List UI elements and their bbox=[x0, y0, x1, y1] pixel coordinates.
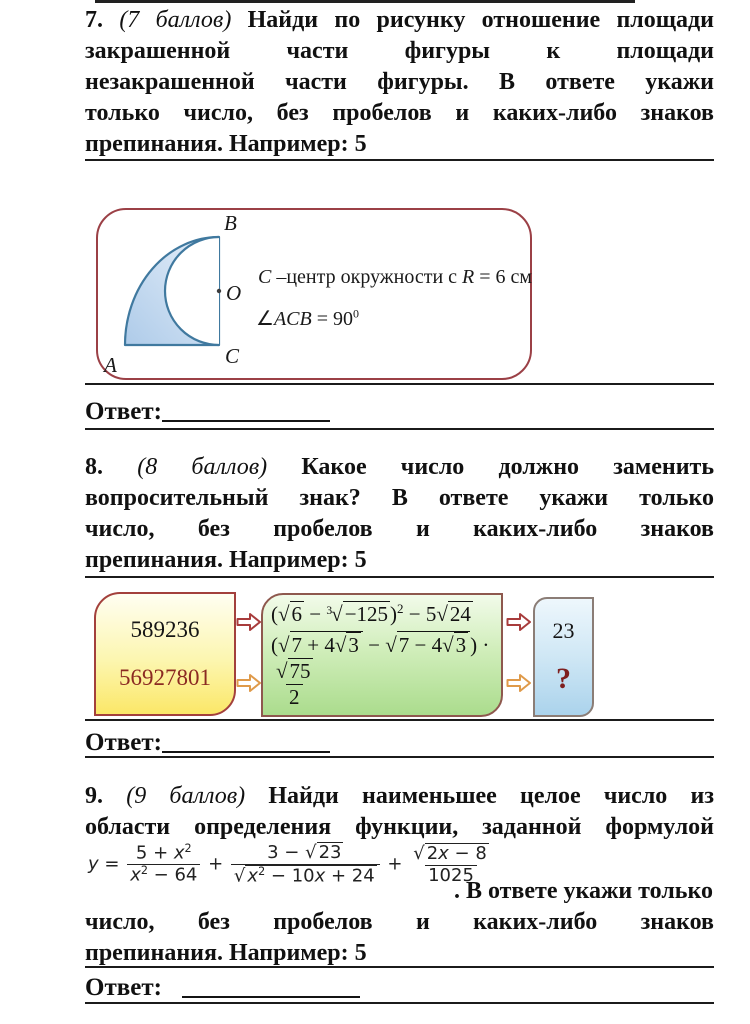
problem-8-statement bbox=[85, 452, 714, 576]
problem-7-answer-row bbox=[85, 396, 330, 426]
statement-line bbox=[85, 781, 714, 812]
problem-points: (7 баллов) bbox=[119, 7, 232, 33]
separator-line bbox=[85, 1002, 714, 1004]
input-number-1: 589236 bbox=[130, 616, 200, 642]
separator-line bbox=[85, 966, 714, 968]
statement-text: Найди наименьшее целое число из bbox=[268, 783, 714, 809]
statement-line: только число, без пробелов и каких-либо знаков bbox=[85, 100, 714, 126]
answer-label: Ответ: bbox=[85, 398, 162, 425]
statement-line: области определения функции, заданной формулой bbox=[85, 814, 714, 840]
input-number-2: 56927801 bbox=[119, 665, 211, 691]
caption-text: = 90 bbox=[311, 308, 353, 330]
problem-number: 9. bbox=[85, 783, 103, 809]
statement-line: число, без пробелов и каких-либо знаков bbox=[85, 909, 714, 935]
expression-1: $(√6 - ^3√-125)^2 - 5√24$ bbox=[271, 601, 471, 627]
point-label-O: O bbox=[226, 281, 242, 305]
results-box bbox=[533, 597, 594, 717]
statement-line: закрашенной части фигуры к площади bbox=[85, 38, 714, 64]
problem-points: (9 баллов) bbox=[126, 783, 246, 809]
statement-line bbox=[85, 452, 714, 483]
right-arrow-icon bbox=[506, 612, 532, 632]
input-numbers-box bbox=[94, 592, 236, 716]
caption-text: = 6 см bbox=[474, 266, 533, 288]
top-partial-separator bbox=[95, 0, 635, 3]
statement-text: Найди по рисунку отношение площади bbox=[247, 7, 715, 33]
point-label-B: B bbox=[224, 211, 237, 235]
expression-2: (√7 + 4√3 − √7 − 4√3 ) · $\frac{√75}{2}$ bbox=[271, 633, 490, 709]
answer-blank bbox=[182, 972, 360, 998]
separator-line bbox=[85, 428, 714, 430]
problem-number: 7. bbox=[85, 7, 103, 33]
separator-line bbox=[85, 159, 714, 161]
geometry-figure bbox=[95, 210, 255, 380]
problem-7-statement bbox=[85, 5, 714, 160]
caption-angle-letters: ACB bbox=[273, 308, 312, 330]
figure-caption-radius bbox=[258, 266, 532, 289]
answer-blank bbox=[162, 396, 330, 422]
statement-line: число, без пробелов и каких-либо знаков bbox=[85, 516, 714, 542]
result-value: 23 bbox=[552, 617, 575, 643]
separator-line bbox=[85, 756, 714, 758]
right-arrow-icon bbox=[236, 673, 262, 693]
statement-continuation: . В ответе укажи только bbox=[453, 878, 713, 904]
statement-line bbox=[85, 5, 714, 36]
caption-superscript: 0 bbox=[353, 306, 359, 321]
separator-line bbox=[85, 719, 714, 721]
problem-8-answer-row bbox=[85, 727, 330, 757]
problem-number: 8. bbox=[85, 454, 103, 480]
right-arrow-icon bbox=[506, 673, 532, 693]
statement-line: вопросительный знак? В ответе укажи только bbox=[85, 485, 714, 511]
statement-line: препинания. Например: 5 bbox=[85, 547, 367, 573]
problem-9-statement bbox=[85, 781, 714, 843]
point-label-A: A bbox=[104, 353, 117, 377]
caption-var-R: R bbox=[462, 266, 475, 288]
function-formula: y = $\frac{5 + x^2}{x^2 - 64}$ + $\frac{3 - √ 23}{√ x^2 - 10x + 24}$ + $\frac{√ 2x - 8}{1025}$ bbox=[88, 841, 487, 887]
point-label-C: C bbox=[225, 344, 240, 368]
caption-text: –центр окружности с bbox=[271, 266, 463, 288]
statement-line: незакрашенной части фигуры. В ответе укажи bbox=[85, 69, 714, 95]
answer-blank bbox=[162, 727, 330, 753]
expressions-box bbox=[261, 593, 503, 717]
problem-9-answer-row bbox=[85, 972, 360, 1002]
problem-9-statement-tail bbox=[85, 907, 714, 969]
separator-line bbox=[85, 576, 714, 578]
figure-caption-angle bbox=[256, 306, 359, 331]
statement-text: Какое число должно заменить bbox=[301, 454, 715, 480]
problem-points: (8 баллов) bbox=[137, 454, 268, 480]
right-arrow-icon bbox=[236, 612, 262, 632]
separator-line bbox=[85, 383, 714, 385]
question-mark: ? bbox=[556, 662, 571, 696]
point-O-dot bbox=[217, 289, 221, 293]
caption-var-C: C bbox=[258, 266, 272, 288]
answer-label: Ответ: bbox=[85, 729, 162, 756]
answer-label: Ответ: bbox=[85, 974, 169, 1001]
angle-icon: ∠ bbox=[256, 308, 274, 330]
statement-line: препинания. Например: 5 bbox=[85, 131, 367, 157]
statement-line: препинания. Например: 5 bbox=[85, 940, 367, 966]
